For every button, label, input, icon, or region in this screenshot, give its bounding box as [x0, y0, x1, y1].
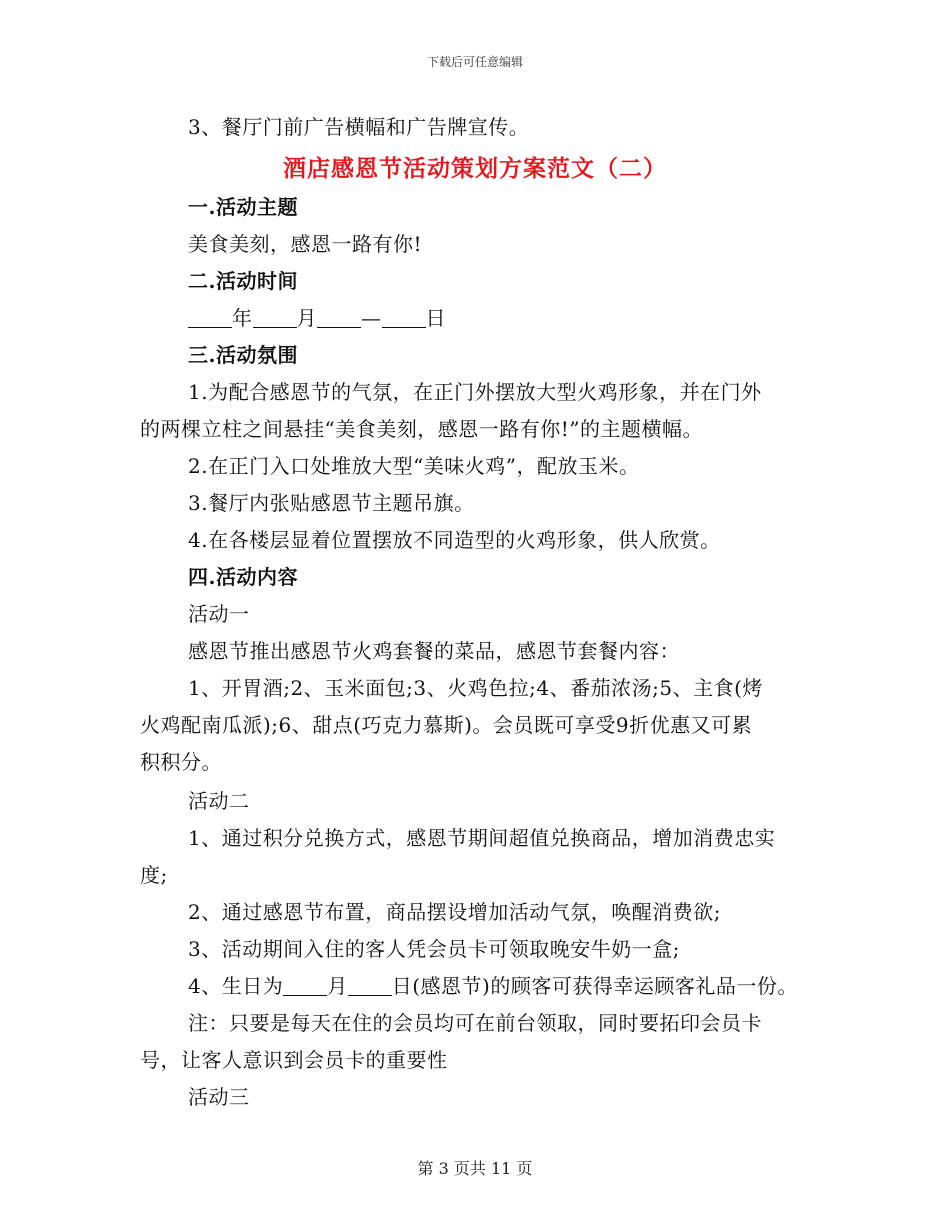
activity-2-note-line-1: 注：只要是每天在住的会员均可在前台领取，同时要拓印会员卡: [188, 1011, 762, 1035]
label-month: 月: [296, 306, 317, 330]
page-footer: 第 3 页共 11 页: [417, 1159, 533, 1178]
activity-1-menu-line-2: 火鸡配南瓜派);6、甜点(巧克力慕斯)。会员既可享受9折优惠又可累: [140, 713, 753, 737]
activity-3-label: 活动三: [188, 1085, 250, 1109]
activity-2-item-1-line-1: 1、通过积分兑换方式，感恩节期间超值兑换商品，增加消费忠实: [188, 826, 776, 850]
page-header: 下载后可任意编辑: [426, 55, 523, 69]
activity-2-item-3: 3、活动期间入住的客人凭会员卡可领取晚安牛奶一盒;: [188, 937, 680, 961]
blank-month[interactable]: [253, 307, 297, 328]
label-year: 年: [232, 306, 253, 330]
atmosphere-item-1-line-2: 的两棵立柱之间悬挂“美食美刻，感恩一路有你!”的主题横幅。: [140, 417, 703, 441]
item-4-prefix: 4、生日为: [188, 974, 284, 998]
atmosphere-item-1-line-1: 1.为配合感恩节的气氛，在正门外摆放大型火鸡形象，并在门外: [188, 380, 762, 404]
activity-2-item-4: [188, 972, 868, 1000]
item-4-month: 月: [327, 974, 348, 998]
document-title: 酒店感恩节活动策划方案范文（二）: [283, 155, 667, 182]
section-heading-content: 四.活动内容: [188, 565, 298, 589]
time-fill-line: [188, 304, 868, 332]
label-day: 日: [425, 306, 446, 330]
atmosphere-item-3: 3.餐厅内张贴感恩节主题吊旗。: [188, 491, 475, 515]
activity-1-menu-line-3: 积积分。: [140, 750, 222, 774]
section-heading-atmosphere: 三.活动氛围: [188, 343, 298, 367]
prev-list-item: 3、餐厅门前广告横幅和广告牌宣传。: [188, 115, 530, 139]
atmosphere-item-4: 4.在各楼层显着位置摆放不同造型的火鸡形象，供人欣赏。: [188, 528, 721, 552]
blank-birthday-month[interactable]: [283, 975, 327, 996]
activity-1-intro: 感恩节推出感恩节火鸡套餐的菜品，感恩节套餐内容：: [188, 639, 680, 663]
theme-text: 美食美刻，感恩一路有你!: [188, 232, 423, 256]
blank-start-day[interactable]: [317, 307, 361, 328]
section-heading-theme: 一.活动主题: [188, 195, 298, 219]
blank-year[interactable]: [188, 307, 232, 328]
item-4-suffix: 日(感恩节)的顾客可获得幸运顾客礼品一份。: [391, 974, 798, 998]
blank-birthday-day[interactable]: [348, 975, 392, 996]
blank-end-day[interactable]: [382, 307, 426, 328]
activity-2-label: 活动二: [188, 789, 250, 813]
atmosphere-item-2: 2.在正门入口处堆放大型“美味火鸡”，配放玉米。: [188, 454, 640, 478]
activity-2-item-2: 2、通过感恩节布置，商品摆设增加活动气氛，唤醒消费欲;: [188, 900, 721, 924]
label-dash: —: [361, 306, 382, 330]
activity-2-item-1-line-2: 度;: [140, 863, 168, 887]
activity-2-note-line-2: 号，让客人意识到会员卡的重要性: [140, 1048, 448, 1072]
activity-1-label: 活动一: [188, 602, 250, 626]
activity-1-menu-line-1: 1、开胃酒;2、玉米面包;3、火鸡色拉;4、番茄浓汤;5、主食(烤: [188, 676, 763, 700]
section-heading-time: 二.活动时间: [188, 269, 298, 293]
